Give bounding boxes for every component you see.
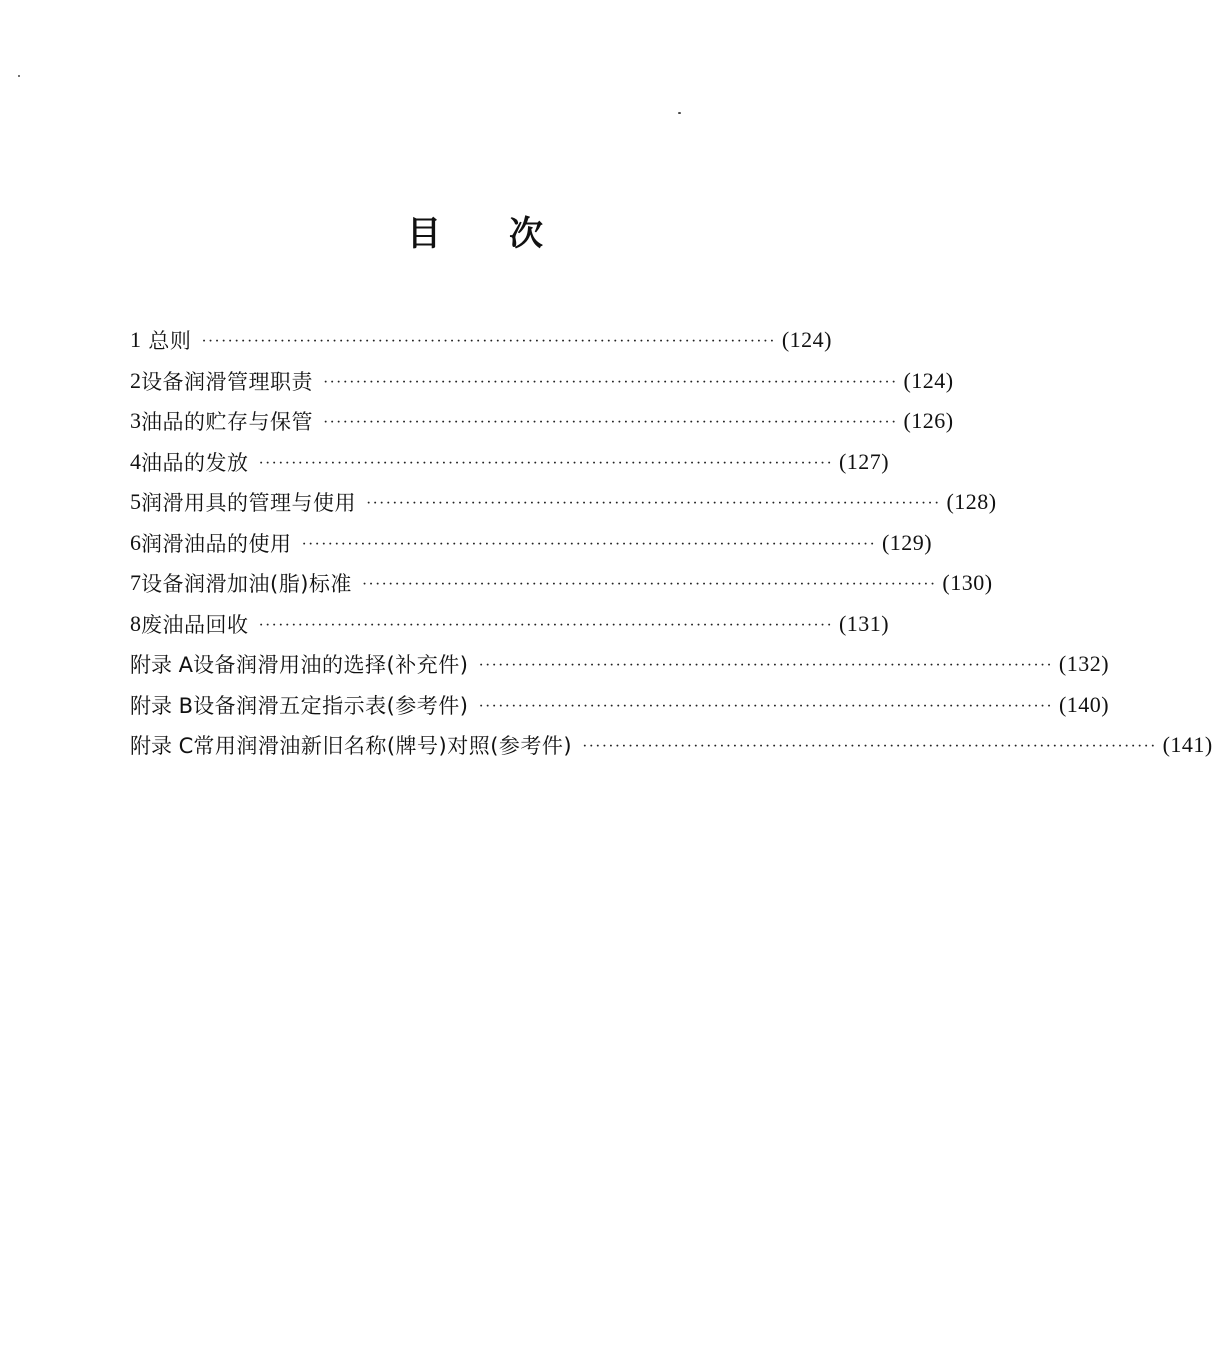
- toc-entry[interactable]: [130, 320, 832, 361]
- toc-entry-page: (128): [946, 489, 997, 515]
- toc-entry[interactable]: [130, 401, 954, 442]
- toc-entry-number: 7: [130, 570, 141, 596]
- toc-entry-number: 8: [130, 610, 141, 636]
- toc-entry-title: 设备润滑加油(脂)标准: [141, 572, 352, 597]
- toc-entry-title: 润滑用具的管理与使用: [141, 491, 356, 516]
- page-title: [0, 206, 950, 255]
- toc-entry-title: 常用润滑油新旧名称(牌号)对照(参考件): [193, 734, 573, 759]
- toc-entry[interactable]: [130, 563, 993, 604]
- toc-entry-page: (140): [1058, 691, 1110, 717]
- toc-leader-dots: ························································································: [366, 495, 941, 513]
- toc-leader-dots: ························································································: [258, 616, 833, 634]
- toc-entry-title: 废油品回收: [141, 612, 249, 637]
- toc-entry-page: (129): [881, 529, 933, 555]
- toc-entry-number: 附录 B: [130, 693, 194, 718]
- toc-leader-dots: ························································································: [478, 657, 1053, 675]
- toc-entry-number: 附录 A: [130, 653, 194, 678]
- toc-leader-dots: ························································································: [323, 414, 898, 432]
- toc-entry-title: 设备润滑五定指示表(参考件): [193, 693, 469, 718]
- page-title-char: 目: [407, 214, 441, 254]
- toc-entry-title: 设备润滑管理职责: [141, 369, 313, 394]
- toc-entry-page: (126): [903, 408, 954, 434]
- toc-entry-number: 1: [130, 327, 141, 353]
- toc-entry-page: (131): [838, 610, 890, 636]
- toc-leader-dots: ························································································: [258, 454, 833, 472]
- toc-entry-title: 油品的贮存与保管: [141, 410, 313, 435]
- toc-entry-number: 2: [130, 367, 141, 393]
- toc-leader-dots: ························································································: [582, 738, 1157, 756]
- toc-entry-title: 油品的发放: [141, 450, 249, 475]
- toc-entry-appendix[interactable]: [130, 644, 1110, 685]
- scan-speck: [18, 75, 20, 77]
- toc-entry-page: (124): [781, 327, 832, 353]
- toc-entry-number: 6: [130, 529, 141, 555]
- toc-leader-dots: ························································································: [201, 333, 776, 351]
- toc-leader-dots: ························································································: [478, 697, 1053, 715]
- toc-entry-page: (132): [1058, 651, 1110, 677]
- toc-entry-page: (130): [942, 570, 993, 596]
- toc-leader-dots: ························································································: [323, 373, 898, 391]
- toc-entry[interactable]: [130, 442, 890, 483]
- toc-entry-page: (124): [903, 367, 954, 393]
- toc-entry[interactable]: [130, 482, 997, 523]
- toc-entry[interactable]: [130, 523, 933, 564]
- toc-leader-dots: ························································································: [301, 535, 876, 553]
- table-of-contents: [130, 320, 1213, 766]
- page-title-char: 次: [509, 214, 543, 254]
- toc-entry-title: 总则: [148, 329, 192, 354]
- toc-entry-number: 附录 C: [130, 734, 194, 759]
- toc-entry-appendix[interactable]: [130, 725, 1213, 766]
- toc-leader-dots: ························································································: [361, 576, 937, 594]
- toc-entry-number: 3: [130, 408, 141, 434]
- toc-entry-number: 5: [130, 489, 141, 515]
- toc-entry[interactable]: [130, 361, 954, 402]
- toc-entry[interactable]: [130, 604, 890, 645]
- toc-entry-number: 4: [130, 448, 141, 474]
- scan-speck: [678, 112, 681, 114]
- toc-entry-title: 润滑油品的使用: [141, 531, 292, 556]
- toc-entry-page: (127): [838, 448, 890, 474]
- toc-entry-appendix[interactable]: [130, 685, 1110, 726]
- toc-entry-page: (141): [1162, 732, 1213, 758]
- toc-entry-title: 设备润滑用油的选择(补充件): [193, 653, 469, 678]
